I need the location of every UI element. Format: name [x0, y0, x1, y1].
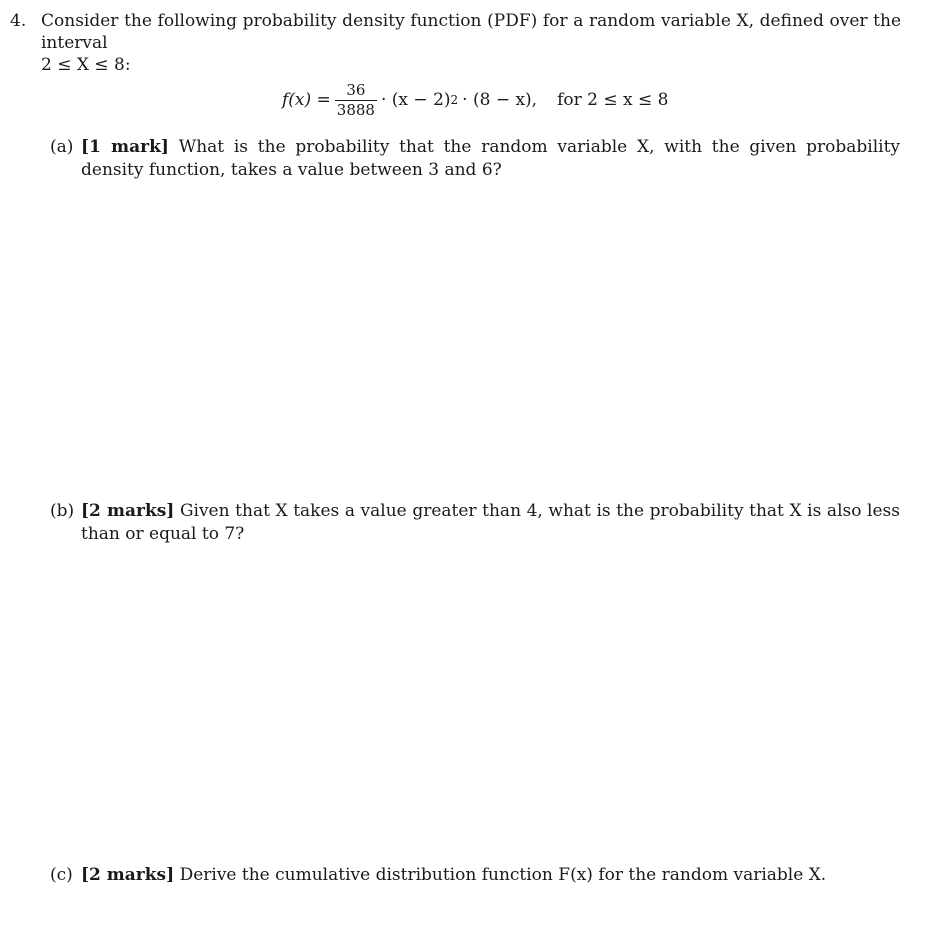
question-number: 4.: [10, 11, 27, 31]
part-c-marks: [2 marks]: [81, 865, 175, 885]
part-c-text: Derive the cumulative distribution function F(x) for the random variable X.: [179, 865, 827, 885]
fraction-denominator: 3888: [336, 100, 375, 119]
fraction-numerator: 36: [346, 80, 366, 99]
part-b-text: Given that X takes a value greater than 4, what is the probability that X is also less than or equal to 7?: [81, 501, 900, 544]
formula-fraction: [335, 82, 377, 119]
formula-lhs: f(x) =: [282, 90, 331, 110]
part-a-label: (a): [50, 137, 74, 157]
part-a-marks: [1 mark]: [81, 137, 169, 157]
part-a: [50, 136, 900, 182]
part-c-label: (c): [50, 865, 73, 885]
part-a-text: What is the probability that the random variable X, with the given probability density function, takes a value between 3 and 6?: [81, 137, 901, 180]
part-c: [50, 864, 900, 887]
question-intro: [41, 10, 901, 76]
part-b-label: (b): [50, 501, 75, 521]
formula-rest: · (8 − x),: [462, 90, 538, 110]
part-b: [50, 500, 900, 546]
pdf-formula: [282, 78, 668, 122]
intro-line-1: Consider the following probability density function (PDF) for a random variable X, defined over the interval: [41, 11, 901, 53]
formula-exponent: 2: [450, 93, 459, 107]
formula-factors: · (x − 2): [380, 90, 451, 110]
intro-line-2: 2 ≤ X ≤ 8:: [41, 55, 131, 75]
formula-condition: for 2 ≤ x ≤ 8: [557, 90, 669, 110]
part-b-marks: [2 marks]: [81, 501, 175, 521]
